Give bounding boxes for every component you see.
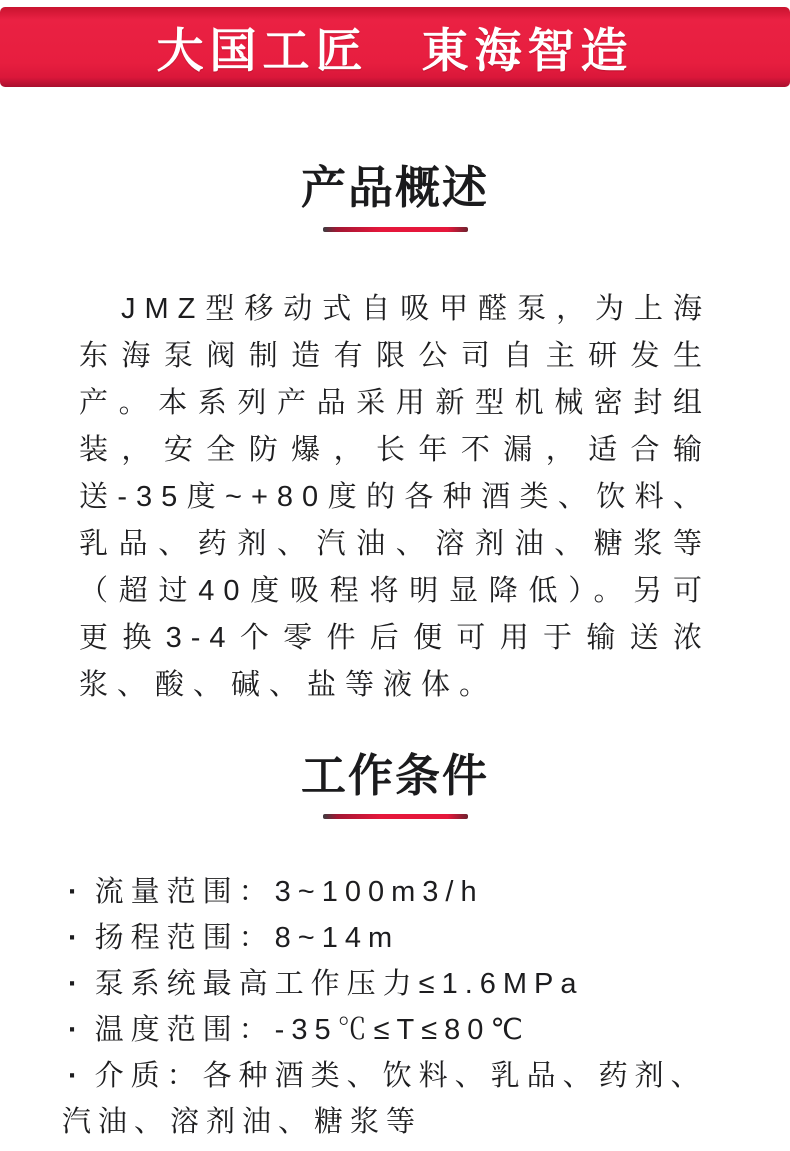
- overview-paragraph: JMZ型移动式自吸甲醛泵，为上海东海泵阀制造有限公司自主研发生产。本系列产品采用新型机械密封组装，安全防爆，长年不漏，适合输送-35度~+80度的各种酒类、饮料、乳品、药剂、汽油、溶剂油、糖浆等（超过40度吸程将明显降低）。另可更换3-4个零件后便可用于输送浓浆、酸、碱、盐等液体。: [79, 292, 711, 701]
- condition-item-label: 温度范围：-35℃≤T≤80℃: [94, 1014, 530, 1046]
- condition-item-temperature-range: [62, 1007, 738, 1053]
- condition-item-max-pressure: [62, 961, 738, 1007]
- condition-item-label: 介质：各种酒类、饮料、乳品、药剂、汽油、溶剂油、糖浆等: [62, 1060, 707, 1138]
- bullet-dot-icon: ·: [68, 1014, 85, 1046]
- brand-banner: [0, 7, 790, 87]
- section-title-overview: 产品概述: [300, 162, 489, 213]
- bullet-dot-icon: ·: [68, 922, 85, 954]
- working-conditions-list: [62, 869, 738, 1145]
- condition-item-label: 泵系统最高工作压力≤1.6MPa: [94, 968, 584, 1000]
- bullet-dot-icon: ·: [68, 1060, 85, 1092]
- condition-item-label: 扬程范围：8~14m: [94, 922, 400, 954]
- bullet-dot-icon: ·: [68, 876, 85, 908]
- bullet-dot-icon: ·: [68, 968, 85, 1000]
- brand-banner-title: 大国工匠 東海智造: [156, 23, 634, 77]
- overview-title-underline: [323, 227, 468, 232]
- section-title-working-conditions: 工作条件: [300, 749, 489, 801]
- condition-item-label: 流量范围：3~100m3/h: [94, 876, 484, 908]
- working-conditions-title-underline: [323, 814, 468, 819]
- condition-item-flow-range: [62, 869, 738, 915]
- condition-item-head-range: [62, 915, 738, 961]
- condition-item-medium: [62, 1053, 738, 1145]
